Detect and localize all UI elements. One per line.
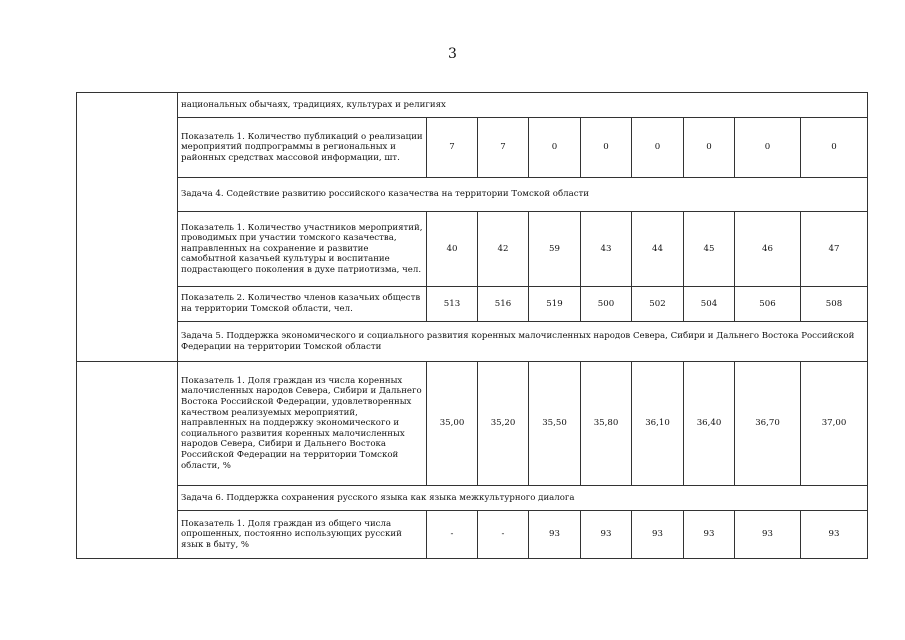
- value-cell: 504: [684, 287, 735, 322]
- task-row-text: Задача 6. Поддержка сохранения русского языка как языка межкультурного диалога: [178, 486, 868, 511]
- value-cell: 0: [684, 118, 735, 178]
- merged-left-cell: [77, 362, 178, 559]
- value-cell: 0: [801, 118, 868, 178]
- value-cell: 516: [478, 287, 529, 322]
- page-number: 3: [448, 46, 457, 62]
- value-cell: 508: [801, 287, 868, 322]
- table-row: [77, 118, 868, 178]
- value-cell: 93: [735, 511, 801, 559]
- value-cell: 35,00: [427, 362, 478, 486]
- value-cell: 502: [632, 287, 684, 322]
- value-cell: 43: [581, 212, 632, 287]
- value-cell: 7: [478, 118, 529, 178]
- indicator-text: Показатель 1. Количество участников мероприятий, проводимых при участии томского казачества, направленных на сохранение и развитие самобытной казачьей культуры и воспитание подрастающего поколения в духе патриотизма, чел.: [178, 212, 427, 287]
- value-cell: 7: [427, 118, 478, 178]
- value-cell: 93: [581, 511, 632, 559]
- table-row: [77, 287, 868, 322]
- value-cell: 0: [735, 118, 801, 178]
- table-row: [77, 362, 868, 486]
- value-cell: 36,70: [735, 362, 801, 486]
- indicator-text: Показатель 1. Доля граждан из числа коренных малочисленных народов Севера, Сибири и Дальнего Востока Российской Федерации, удовлетворенных качеством реализуемых мероприятий, направленных на поддержку экономического и социального развития коренных малочисленных народов Севера, Сибири и Дальнего Востока Российской Федерации на территории Томской области, %: [178, 362, 427, 486]
- value-cell: 36,10: [632, 362, 684, 486]
- indicator-text: Показатель 2. Количество членов казачьих обществ на территории Томской области, чел.: [178, 287, 427, 322]
- value-cell: 513: [427, 287, 478, 322]
- task-row-text: Задача 5. Поддержка экономического и социального развития коренных малочисленных народов Севера, Сибири и Дальнего Востока Российской Федерации на территории Томской области: [178, 322, 868, 362]
- value-cell: 93: [801, 511, 868, 559]
- task-row-text: национальных обычаях, традициях, культурах и религиях: [178, 93, 868, 118]
- value-cell: 35,80: [581, 362, 632, 486]
- value-cell: 93: [529, 511, 581, 559]
- value-cell: 93: [684, 511, 735, 559]
- value-cell: 46: [735, 212, 801, 287]
- value-cell: 500: [581, 287, 632, 322]
- table-row: [77, 178, 868, 212]
- task-row-text: Задача 4. Содействие развитию российского казачества на территории Томской области: [178, 178, 868, 212]
- indicator-text: Показатель 1. Количество публикаций о реализации мероприятий подпрограммы в региональных и районных средствах массовой информации, шт.: [178, 118, 427, 178]
- value-cell: 37,00: [801, 362, 868, 486]
- value-cell: 47: [801, 212, 868, 287]
- value-cell: -: [427, 511, 478, 559]
- value-cell: 0: [529, 118, 581, 178]
- value-cell: 519: [529, 287, 581, 322]
- merged-left-cell: [77, 93, 178, 362]
- value-cell: 42: [478, 212, 529, 287]
- table-row: [77, 212, 868, 287]
- value-cell: 35,20: [478, 362, 529, 486]
- value-cell: 506: [735, 287, 801, 322]
- table-row: [77, 93, 868, 118]
- value-cell: 0: [632, 118, 684, 178]
- value-cell: 44: [632, 212, 684, 287]
- value-cell: 40: [427, 212, 478, 287]
- value-cell: 59: [529, 212, 581, 287]
- value-cell: 35,50: [529, 362, 581, 486]
- indicator-text: Показатель 1. Доля граждан из общего числа опрошенных, постоянно использующих русский язык в быту, %: [178, 511, 427, 559]
- table-row: [77, 486, 868, 511]
- table-row: [77, 511, 868, 559]
- value-cell: 36,40: [684, 362, 735, 486]
- value-cell: -: [478, 511, 529, 559]
- value-cell: 93: [632, 511, 684, 559]
- table-row: [77, 322, 868, 362]
- value-cell: 45: [684, 212, 735, 287]
- value-cell: 0: [581, 118, 632, 178]
- indicators-table: [76, 92, 868, 559]
